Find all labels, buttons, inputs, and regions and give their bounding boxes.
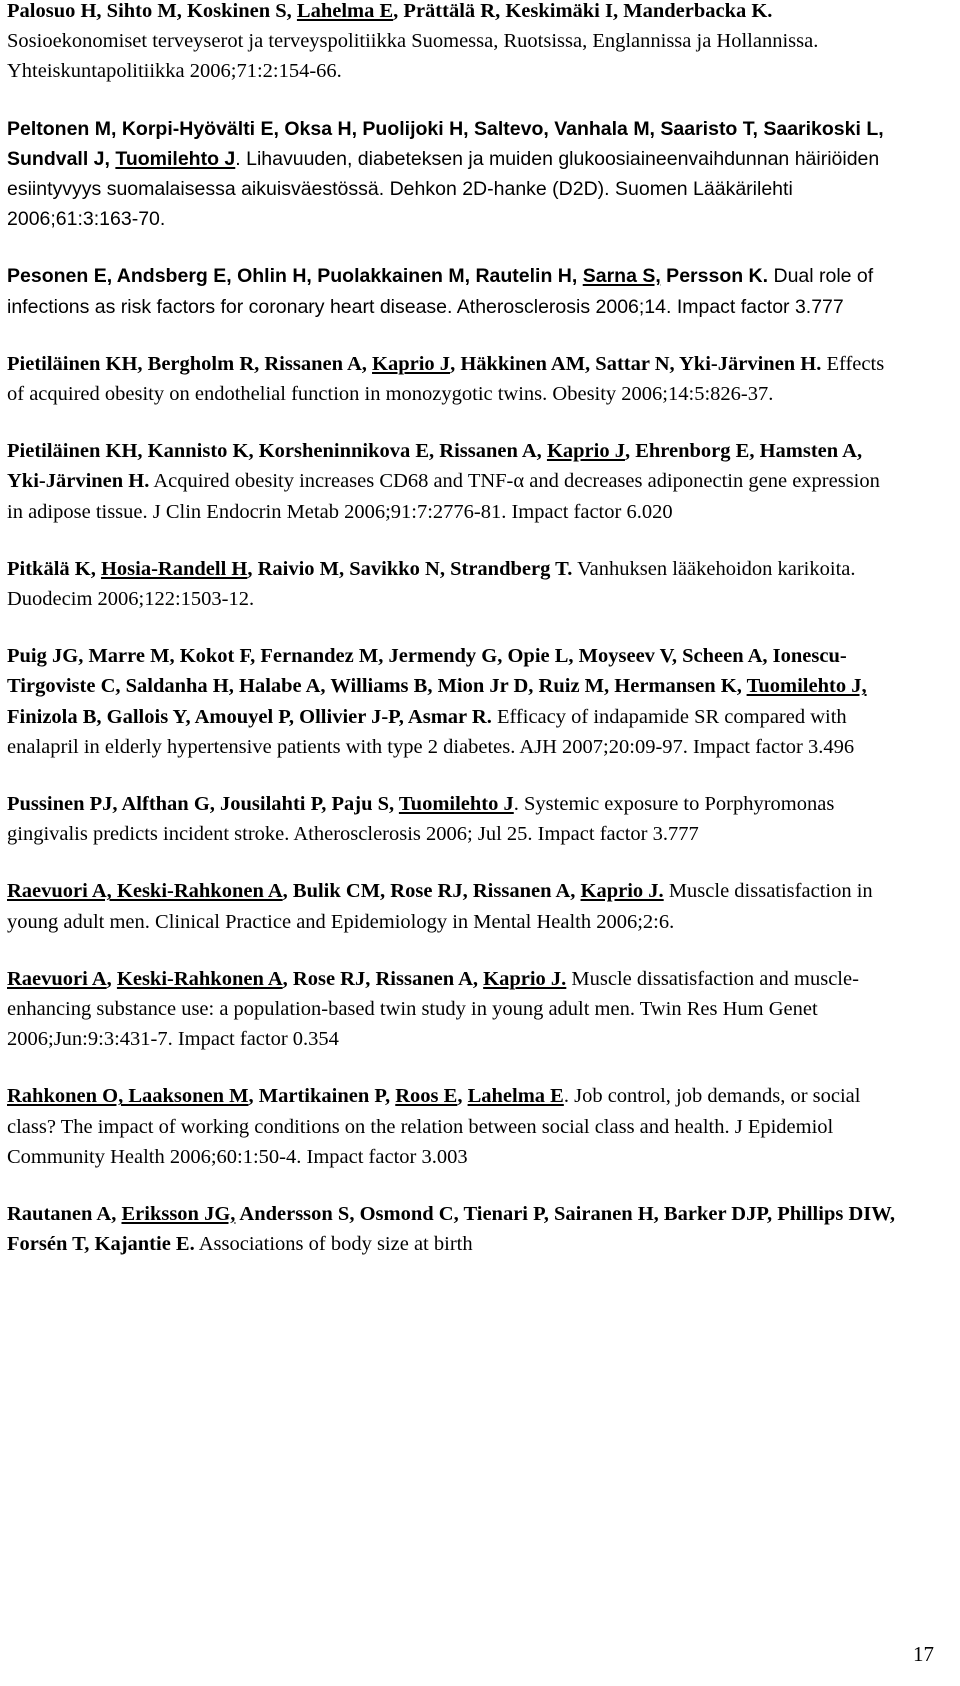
reference-entry	[7, 261, 897, 321]
author-highlight: Tuomilehto J,	[746, 675, 867, 698]
author-highlight: Raevuori A, Keski-Rahkonen A	[7, 880, 283, 903]
citation-text: Dual role of infections as risk factors for coronary heart disease. Atherosclerosis 2006;14. Impact factor 3.777	[7, 265, 874, 318]
author-list: Persson K.	[660, 265, 769, 288]
reference-entry	[7, 1081, 897, 1172]
author-highlight: Raevuori A	[7, 967, 107, 990]
author-list: Palosuo H, Sihto M, Koskinen S,	[7, 0, 297, 22]
author-highlight: Roos E	[395, 1085, 458, 1108]
author-list: Puig JG, Marre M, Kokot F, Fernandez M, Jermendy G, Opie L, Moyseev V, Scheen A, Ionescu-Tirgoviste C, Saldanha H, Halabe A, Williams B, Mion Jr D, Ruiz M, Hermansen K,	[7, 645, 847, 698]
author-list: Pesonen E, Andsberg E, Ohlin H, Puolakkainen M, Rautelin H,	[7, 265, 583, 288]
citation-text: . Systemic exposure to Porphyromonas gingivalis predicts incident stroke. Atherosclerosis 2006; Jul 25. Impact factor 3.777	[7, 793, 835, 846]
author-highlight: Rahkonen O, Laaksonen M	[7, 1085, 249, 1108]
author-highlight: Lahelma E	[296, 0, 394, 22]
author-list: Finizola B, Gallois Y, Amouyel P, Ollivier J-P, Asmar R.	[7, 705, 492, 728]
author-highlight: Kaprio J	[372, 352, 451, 375]
page-number: 17	[913, 1642, 934, 1666]
author-highlight: Sarna S,	[582, 265, 661, 288]
author-list: , Bulik CM, Rose RJ, Rissanen A,	[282, 880, 581, 903]
author-list: , Prättälä R, Keskimäki I, Manderbacka K.	[393, 0, 773, 22]
citation-text: Associations of body size at birth	[194, 1233, 473, 1256]
reference-entry	[7, 436, 897, 527]
author-list: ,	[106, 967, 117, 990]
reference-entry	[7, 876, 897, 936]
reference-entry	[7, 789, 897, 849]
reference-entry	[7, 554, 897, 614]
reference-entry	[7, 1199, 897, 1259]
citation-text: . Job control, job demands, or social class? The impact of working conditions on the relation between social class and health. J Epidemiol Community Health 2006;60:1:50-4. Impact factor 3.003	[7, 1085, 861, 1168]
reference-entry	[7, 641, 897, 762]
author-highlight: Tuomilehto J	[398, 793, 514, 816]
author-list: Pussinen PJ, Alfthan G, Jousilahti P, Paju S,	[7, 793, 399, 816]
author-list: , Martikainen P,	[248, 1085, 396, 1108]
citation-text: . Lihavuuden, diabeteksen ja muiden glukoosiaineenvaihdunnan häiriöiden esiintyvyys suomalaisessa aikuisväestössä. Dehkon 2D-hanke (D2D). Suomen Lääkärilehti 2006;61:3:163-70.	[7, 147, 880, 231]
citation-text: Muscle dissatisfaction and muscle-enhancing substance use: a population-based twin study in young adult men. Twin Res Hum Genet 2006;Jun:9:3:431-7. Impact factor 0.354	[7, 967, 859, 1051]
author-highlight: Hosia-Randell H	[100, 557, 248, 580]
author-highlight: Kaprio J.	[580, 880, 664, 903]
author-list: Pietiläinen KH, Kannisto K, Korsheninnikova E, Rissanen A,	[7, 440, 547, 463]
reference-list	[7, 0, 897, 1287]
reference-entry	[7, 114, 897, 235]
author-list: Andersson S, Osmond C, Tienari P, Sairanen H, Barker DJP, Phillips DIW, Forsén T, Kajantie E.	[7, 1203, 895, 1256]
author-list: Pitkälä K,	[7, 557, 101, 580]
author-list: , Rose RJ, Rissanen A,	[282, 967, 484, 990]
reference-entry	[7, 0, 897, 87]
author-highlight: Eriksson JG,	[121, 1203, 236, 1226]
author-list: , Häkkinen AM, Sattar N, Yki-Järvinen H.	[450, 352, 822, 375]
reference-entry	[7, 964, 897, 1055]
author-list: , Ehrenborg E, Hamsten A, Yki-Järvinen H.	[7, 440, 863, 493]
citation-text: Acquired obesity increases CD68 and TNF-α and decreases adiponectin gene expression in adipose tissue. J Clin Endocrin Metab 2006;91:7:2776-81. Impact factor 6.020	[7, 470, 880, 523]
author-highlight: Kaprio J.	[483, 967, 567, 990]
author-highlight: Tuomilehto J	[115, 147, 236, 170]
author-list: Pietiläinen KH, Bergholm R, Rissanen A,	[7, 352, 373, 375]
author-list: , Raivio M, Savikko N, Strandberg T.	[247, 557, 573, 580]
citation-text: Muscle dissatisfaction in young adult men. Clinical Practice and Epidemiology in Mental Health 2006;2:6.	[7, 880, 873, 933]
author-highlight: Kaprio J	[546, 440, 625, 463]
citation-text: Efficacy of indapamide SR compared with enalapril in elderly hypertensive patients with type 2 diabetes. AJH 2007;20:09-97. Impact factor 3.496	[7, 705, 855, 758]
author-list: ,	[457, 1085, 468, 1108]
citation-text: Sosioekonomiset terveyserot ja terveyspolitiikka Suomessa, Ruotsissa, Englannissa ja Hollannissa. Yhteiskuntapolitiikka 2006;71:2:154-66.	[7, 30, 819, 83]
author-list: Peltonen M, Korpi-Hyövälti E, Oksa H, Puolijoki H, Saltevo, Vanhala M, Saaristo T, Saarikoski L, Sundvall J,	[7, 117, 884, 170]
citation-text: Effects of acquired obesity on endothelial function in monozygotic twins. Obesity 2006;14:5:826-37.	[7, 352, 885, 406]
reference-entry	[7, 349, 897, 409]
author-list: Rautanen A,	[7, 1203, 122, 1226]
author-highlight: Lahelma E	[467, 1085, 564, 1108]
author-highlight: Keski-Rahkonen A	[116, 967, 283, 990]
citation-text: Vanhuksen lääkehoidon karikoita. Duodecim 2006;122:1503-12.	[7, 557, 856, 611]
